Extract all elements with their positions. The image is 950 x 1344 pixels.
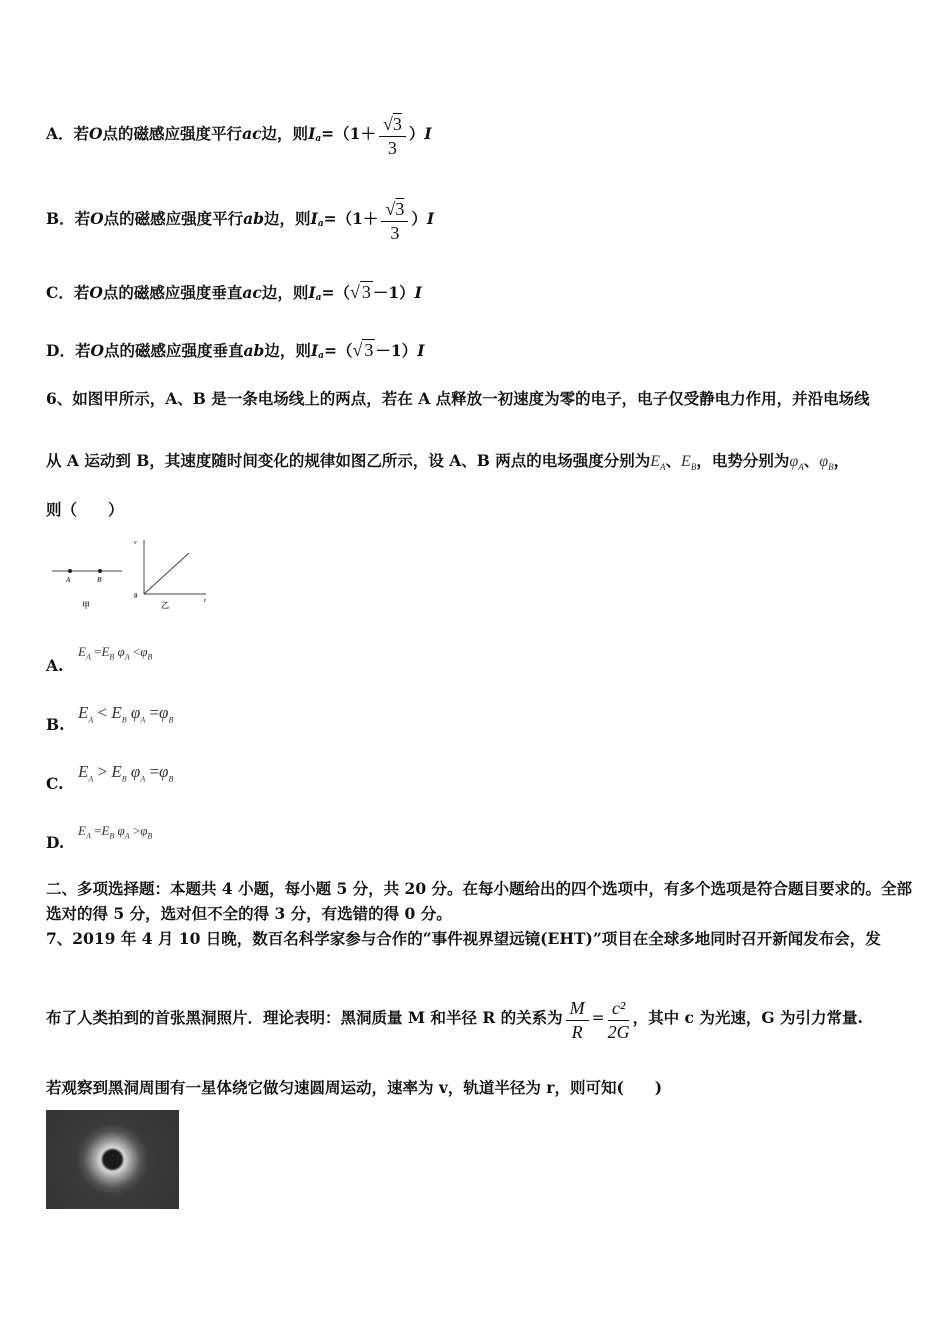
q6-option-b-expr: [78, 703, 173, 724]
axis-t-label: t: [204, 598, 206, 604]
phi-symbol: φ: [159, 762, 169, 781]
current-sub: a: [315, 293, 322, 303]
operator: =: [90, 823, 102, 838]
sub: A: [140, 715, 146, 725]
q6-option-d-label: D.: [46, 833, 65, 852]
sub: B: [121, 774, 127, 784]
q7-line2-text-a: 布了人类拍到的首张黑洞照片．理论表明：黑洞质量 M 和半径 R 的关系为: [46, 1008, 563, 1027]
sub-b: B: [828, 462, 834, 473]
e-symbol: E: [107, 703, 122, 722]
option-c-prefix: C．若: [46, 283, 90, 302]
sqrt-symbol: √: [352, 340, 363, 360]
field-ea: [650, 453, 666, 473]
phi-symbol: φ: [126, 762, 141, 781]
phi-symbol: φ: [140, 644, 148, 659]
sub: B: [147, 652, 153, 662]
point-o: O: [90, 341, 104, 360]
q6-stem-line3: 则（ ）: [46, 500, 124, 519]
q6-option-c-label: C.: [46, 774, 64, 793]
option-d-text: 点的磁感应强度垂直: [103, 341, 244, 360]
sub-a: A: [798, 462, 804, 473]
potential-phib: [819, 453, 834, 473]
field-eb: [681, 453, 697, 473]
q6-figure: [46, 536, 216, 616]
label-jia: 甲: [82, 601, 90, 610]
e-symbol: E: [107, 762, 122, 781]
sub-b: B: [690, 462, 697, 473]
option-a-tail: ）: [408, 124, 425, 143]
e-symbol: E: [101, 644, 110, 659]
current-var: I: [308, 124, 316, 143]
axis-v-label: v: [134, 540, 137, 546]
fraction-denominator: R: [571, 1021, 583, 1042]
equals-sign: =: [591, 1009, 605, 1027]
e-symbol: E: [78, 703, 89, 722]
side-label: ac: [242, 283, 262, 302]
fraction-numerator: 3: [395, 198, 405, 219]
current-sub: a: [318, 351, 324, 361]
fraction-denominator: 2G: [607, 1021, 630, 1042]
current-sub: a: [317, 219, 324, 229]
operator: <: [129, 644, 141, 659]
current-var: I: [310, 341, 319, 360]
q6-option-d-expr: [78, 823, 152, 841]
origin-label: 0: [134, 592, 138, 600]
e-symbol: E: [650, 453, 661, 470]
current-i: I: [414, 283, 422, 302]
current-i: I: [426, 209, 435, 228]
fraction-c2-over-2g: [608, 996, 630, 1043]
option-c-text: 点的磁感应强度垂直: [102, 283, 243, 302]
point-a-label: A: [66, 576, 71, 584]
q6-option-a-label: A.: [46, 656, 64, 675]
operator: >: [93, 762, 108, 781]
q6-option-a-expr: [78, 644, 152, 662]
q5-option-b: [46, 189, 434, 254]
separator: 、: [803, 451, 820, 470]
option-c-eq: =（: [321, 283, 350, 302]
e-symbol: E: [78, 762, 89, 781]
sqrt-symbol: √: [385, 198, 396, 219]
fraction-sqrt3-over-3: [379, 112, 406, 159]
figure-yi: [134, 540, 206, 610]
current-var: I: [308, 283, 316, 302]
phi-symbol: φ: [159, 703, 169, 722]
q6-option-c-expr: [78, 762, 173, 783]
current-i: I: [417, 341, 425, 360]
option-d-eq: =（: [324, 341, 353, 360]
separator: 、: [665, 451, 682, 470]
fraction-denominator: 3: [390, 222, 400, 243]
point-b-label: B: [97, 576, 102, 584]
q7-stem-line1: 7、2019 年 4 月 10 日晚，数百名科学家参与合作的“事件视界望远镜(EHT)”项目在全球多地同时召开新闻发布会，发: [46, 929, 881, 948]
vt-line: [144, 553, 189, 594]
e-symbol: E: [78, 644, 86, 659]
radicand: 3: [364, 340, 374, 360]
sub: B: [147, 831, 153, 841]
sub: A: [140, 774, 146, 784]
sqrt-3: [353, 339, 376, 360]
q6-line2-text-c: ，: [833, 451, 850, 470]
sub: B: [168, 774, 174, 784]
e-symbol: E: [78, 823, 86, 838]
q7-line2-text-b: ，其中 c 为光速，G 为引力常量.: [632, 1008, 863, 1027]
q6-line2-text-b: ，电势分别为: [696, 451, 790, 470]
sub: B: [109, 831, 115, 841]
figure-jia: [52, 569, 122, 610]
q7-stem-line3: 若观察到黑洞周围有一星体绕它做匀速圆周运动，速率为 v，轨道半径为 r，则可知( ): [46, 1078, 663, 1097]
sub: A: [85, 652, 91, 662]
e-symbol: E: [681, 453, 691, 470]
option-a-eq: =（1＋: [321, 124, 376, 143]
sub: B: [121, 715, 127, 725]
fraction-numerator: c²: [608, 996, 629, 1021]
potential-phia: [789, 453, 804, 473]
phi-symbol: φ: [126, 703, 141, 722]
radicand: 3: [361, 282, 371, 302]
option-a-text2: 边，则: [261, 124, 309, 143]
point-b-dot: [98, 569, 102, 573]
fraction-numerator: M: [566, 996, 589, 1021]
current-i: I: [424, 124, 432, 143]
side-label: ab: [243, 209, 265, 228]
option-c-text2: 边，则: [261, 283, 309, 302]
operator: >: [129, 823, 141, 838]
sub: A: [85, 831, 91, 841]
operator: =: [90, 644, 102, 659]
option-b-text: 点的磁感应强度平行: [103, 209, 244, 228]
phi-symbol: φ: [114, 644, 125, 659]
option-d-text2: 边，则: [264, 341, 311, 360]
fraction-numerator: 3: [392, 113, 402, 134]
sqrt-symbol: √: [382, 113, 393, 134]
option-d-tail: －1）: [375, 341, 418, 360]
option-b-eq: =（1＋: [323, 209, 379, 228]
fraction-sqrt3-over-3: [381, 197, 408, 244]
q5-option-a: [46, 104, 432, 169]
sub: B: [109, 652, 115, 662]
phi-symbol: φ: [789, 453, 799, 470]
current-sub: a: [315, 134, 322, 144]
q5-option-d: [46, 334, 424, 372]
sqrt-3: [350, 281, 373, 302]
side-label: ab: [243, 341, 265, 360]
option-b-tail: ）: [411, 209, 427, 228]
current-var: I: [310, 209, 318, 228]
option-a-text: 点的磁感应强度平行: [102, 124, 243, 143]
point-o: O: [90, 209, 104, 228]
point-o: O: [89, 124, 103, 143]
operator: =: [145, 703, 160, 722]
q6-option-b-label: B.: [46, 715, 65, 734]
q6-line2-text-a: 从 A 运动到 B，其速度随时间变化的规律如图乙所示，设 A、B 两点的电场强度分别为: [46, 451, 651, 470]
fraction-denominator: 3: [387, 137, 397, 158]
q7-stem-line2: [46, 990, 863, 1046]
q5-option-c: [46, 276, 422, 314]
option-d-prefix: D．若: [46, 341, 91, 360]
label-yi: 乙: [161, 601, 169, 610]
sqrt-symbol: √: [349, 282, 360, 302]
option-a-prefix: A．若: [46, 124, 90, 143]
phi-symbol: φ: [114, 823, 125, 838]
black-hole-photo: [46, 1110, 179, 1209]
sub: A: [124, 652, 130, 662]
point-a-dot: [68, 569, 72, 573]
point-o: O: [89, 283, 103, 302]
e-symbol: E: [101, 823, 110, 838]
sub: A: [124, 831, 130, 841]
side-label: ac: [242, 124, 262, 143]
option-c-tail: －1）: [372, 283, 415, 302]
phi-symbol: φ: [819, 453, 829, 470]
q6-stem-line2: [46, 446, 849, 482]
operator: <: [93, 703, 108, 722]
option-b-prefix: B．若: [46, 209, 91, 228]
sub: A: [88, 774, 94, 784]
phi-symbol: φ: [140, 823, 148, 838]
operator: =: [145, 762, 160, 781]
option-b-text2: 边，则: [264, 209, 311, 228]
sub: A: [88, 715, 94, 725]
sub: B: [168, 715, 174, 725]
section2-title: 二、多项选择题：本题共 4 小题，每小题 5 分，共 20 分。在每小题给出的四个选项中，有多个选项是符合题目要求的。全部选对的得 5 分，选对但不全的得 3 分，有选错的得 0 分。: [46, 879, 913, 923]
fraction-m-over-r: [566, 996, 589, 1043]
q6-stem-line1: 6、如图甲所示，A、B 是一条电场线上的两点，若在 A 点释放一初速度为零的电子，电子仅受静电力作用，并沿电场线: [46, 389, 870, 408]
sub-a: A: [660, 462, 666, 473]
